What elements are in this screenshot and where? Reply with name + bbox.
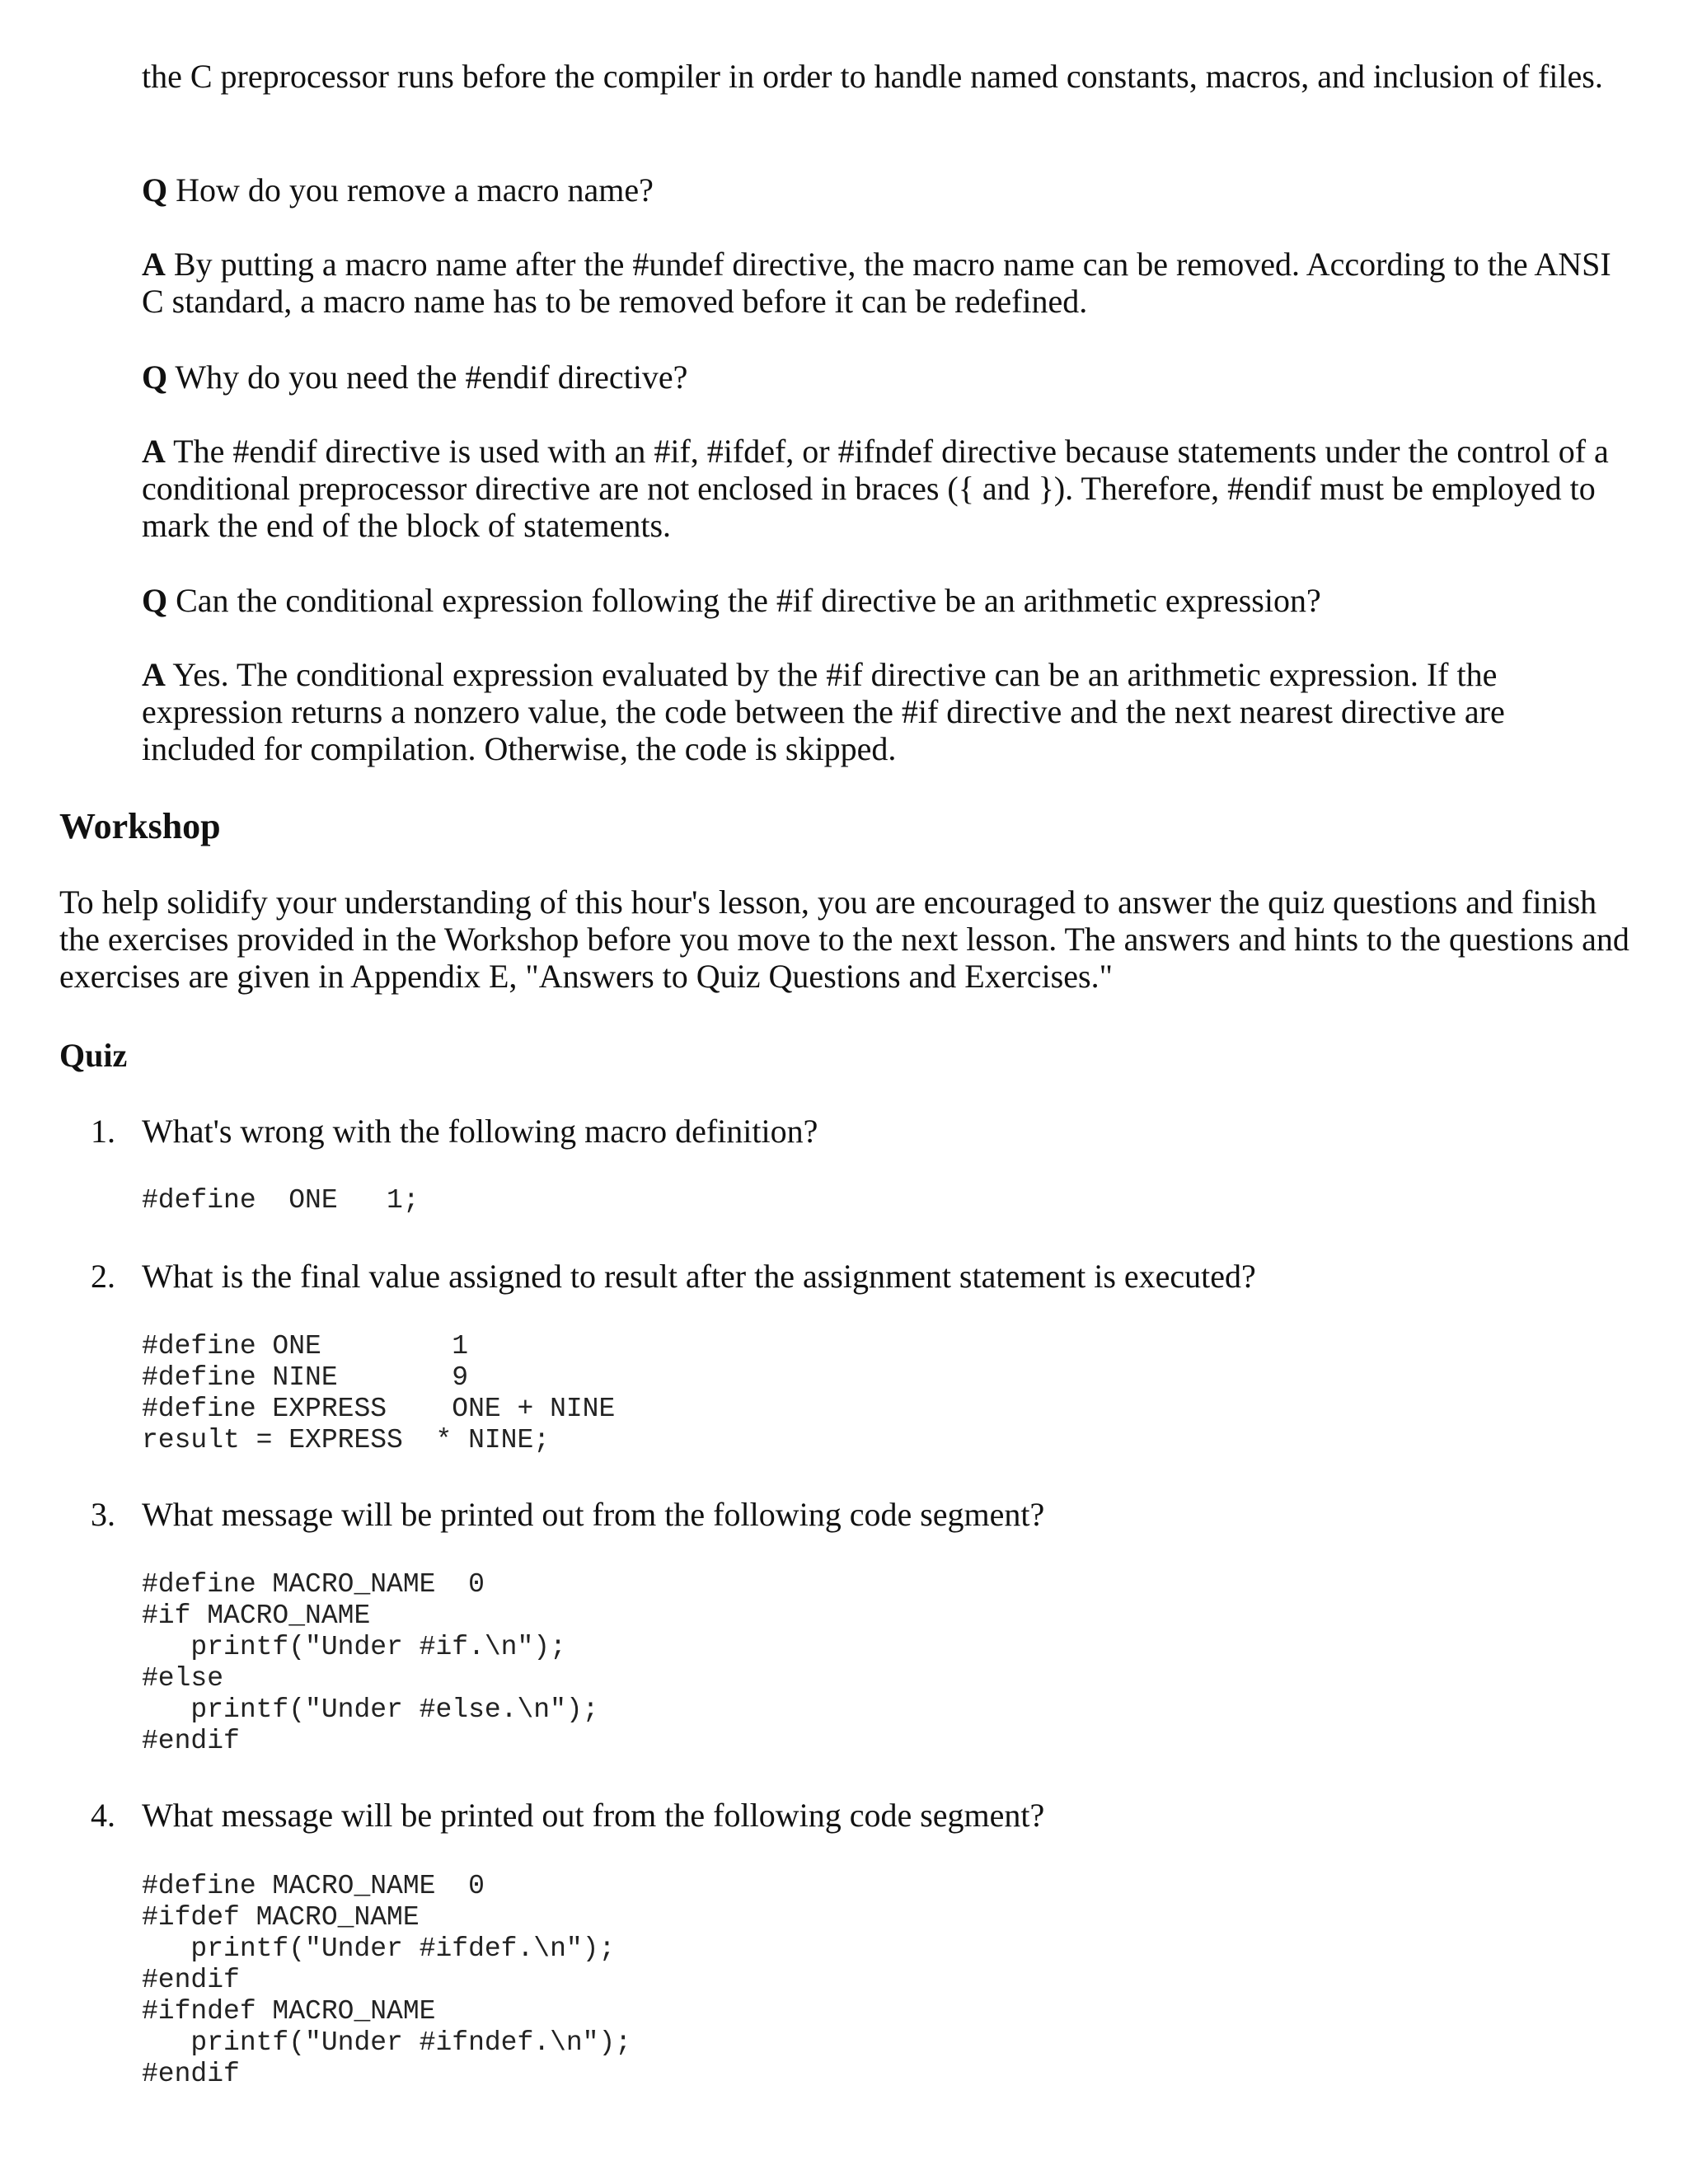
qa-question-1	[142, 171, 1625, 209]
q-label: Q	[142, 359, 168, 396]
a-label: A	[142, 656, 166, 693]
intro-continuation: the C preprocessor runs before the compiler in order to handle named constants, macros, and inclusion of files.	[142, 58, 1603, 95]
code-block-1: #define ONE 1;	[142, 1185, 420, 1216]
workshop-intro: To help solidify your understanding of this hour's lesson, you are encouraged to answer the quiz questions and finish the exercises provided in the Workshop before you move to the next lesson. The answers and hints to the questions and exercises are given in Appendix E, "Answers to Quiz Questions and Exercises."	[59, 883, 1629, 995]
answer-text: The #endif directive is used with an #if, #ifdef, or #ifndef directive because statements under the control of a conditional preprocessor directive are not enclosed in braces ({ and }). Therefore, #endif must be employed to mark the end of the block of statements.	[142, 433, 1609, 544]
quiz-number: 1.	[91, 1113, 115, 1150]
question-text: Can the conditional expression following the #if directive be an arithmetic expression?	[176, 582, 1321, 619]
q-label: Q	[142, 171, 168, 209]
quiz-number: 4.	[91, 1797, 115, 1834]
quiz-number: 2.	[91, 1258, 115, 1295]
a-label: A	[142, 433, 166, 470]
quiz-question-text: What's wrong with the following macro definition?	[142, 1113, 818, 1150]
workshop-heading: Workshop	[59, 806, 221, 846]
code-block-4: #define MACRO_NAME 0 #ifdef MACRO_NAME printf("Under #ifdef.\n"); #endif #ifndef MACRO_NAME printf("Under #ifndef.\n"); #endif	[142, 1871, 632, 2089]
qa-answer-2	[142, 433, 1625, 544]
answer-text: By putting a macro name after the #undef directive, the macro name can be removed. According to the ANSI C standard, a macro name has to be removed before it can be redefined.	[142, 246, 1611, 320]
answer-text: Yes. The conditional expression evaluated by the #if directive can be an arithmetic expression. If the expression returns a nonzero value, the code between the #if directive and the next nearest directive are included for compilation. Otherwise, the code is skipped.	[142, 656, 1505, 767]
code-block-2: #define ONE 1 #define NINE 9 #define EXPRESS ONE + NINE result = EXPRESS * NINE;	[142, 1331, 616, 1455]
question-text: How do you remove a macro name?	[176, 171, 654, 209]
qa-answer-1	[142, 246, 1625, 320]
qa-question-3	[142, 582, 1625, 619]
qa-answer-3	[142, 656, 1625, 767]
quiz-question-text: What message will be printed out from the following code segment?	[142, 1496, 1045, 1533]
qa-question-2	[142, 359, 1625, 396]
q-label: Q	[142, 582, 168, 619]
quiz-question-text: What message will be printed out from the following code segment?	[142, 1797, 1045, 1834]
code-block-3: #define MACRO_NAME 0 #if MACRO_NAME printf("Under #if.\n"); #else printf("Under #else.\n"); #endif	[142, 1569, 599, 1756]
question-text: Why do you need the #endif directive?	[175, 359, 688, 396]
quiz-question-3	[91, 1496, 1615, 1534]
quiz-question-text: What is the final value assigned to result after the assignment statement is executed?	[142, 1258, 1256, 1295]
quiz-question-4	[91, 1797, 1615, 1835]
quiz-question-1	[91, 1113, 1615, 1151]
a-label: A	[142, 246, 166, 283]
quiz-number: 3.	[91, 1496, 115, 1533]
quiz-heading: Quiz	[59, 1037, 128, 1074]
quiz-question-2	[91, 1258, 1615, 1296]
